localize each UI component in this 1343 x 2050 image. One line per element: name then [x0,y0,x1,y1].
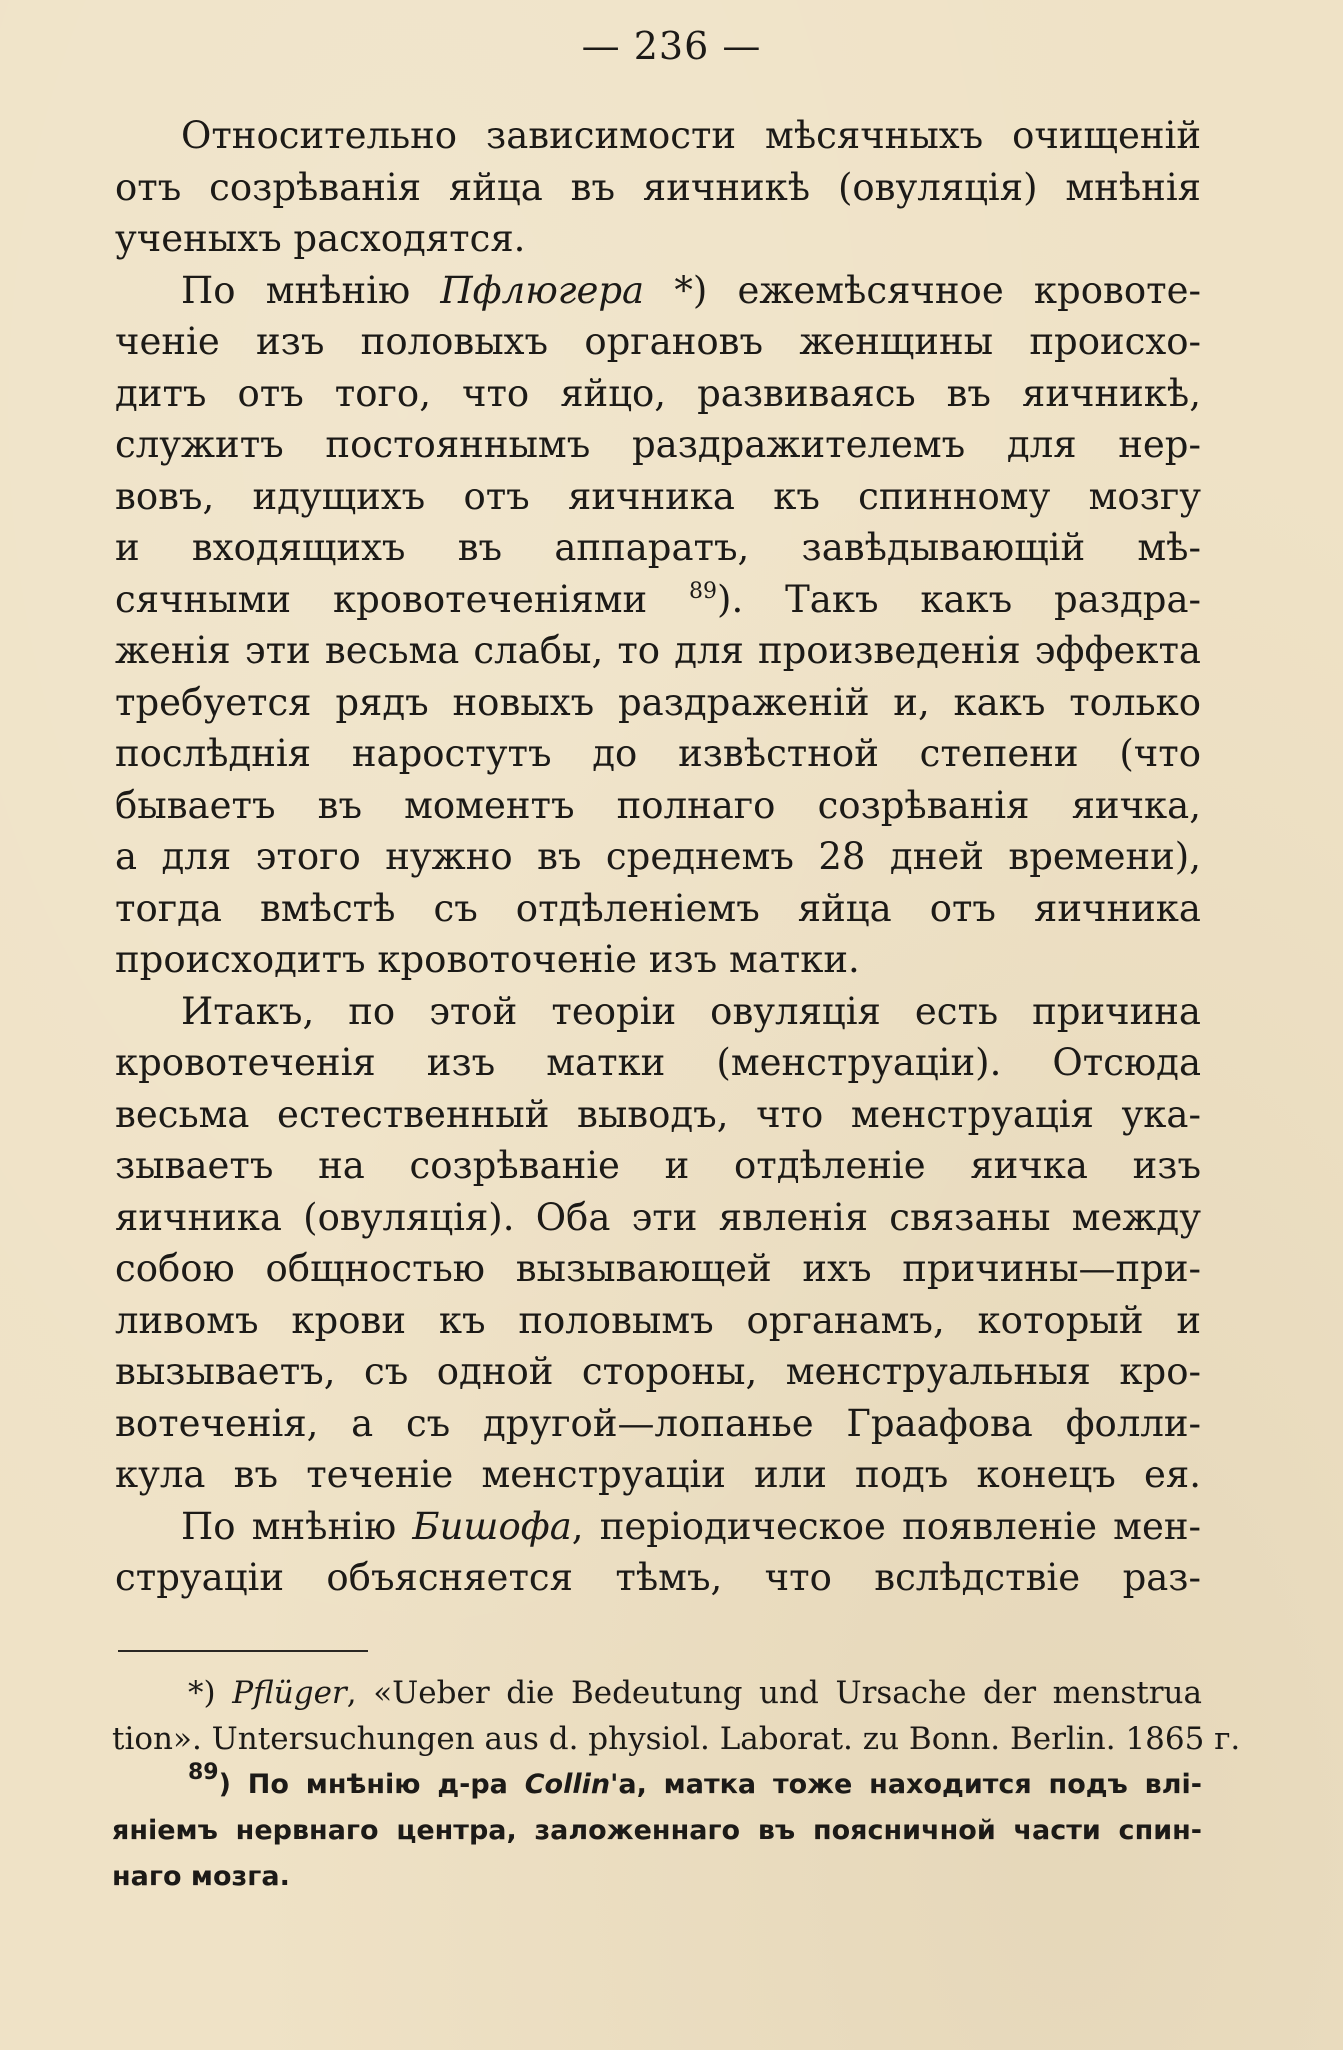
text-line [115,265,1201,317]
text-line: дитъ отъ того, что яйцо, развиваясь въ яичникѣ, [115,371,1201,415]
footnote-line [112,1762,1202,1808]
text-line [115,1501,1201,1553]
text-segment: *) ежемѣсячное кровоте- [674,268,1201,312]
text-line: вызываетъ, съ одной стороны, менструальныя кро- [115,1350,1201,1393]
text-line: служитъ постояннымъ раздражителемъ для нер- [115,423,1201,466]
text-line: весьма естественный выводъ, что менструація ука- [115,1092,1201,1136]
text-segment: По мнѣнію [181,1504,397,1548]
text-line: яичника (овуляція). Оба эти явленія связаны между [115,1195,1201,1239]
footnote-divider [118,1650,368,1652]
text-line: женія эти весьма слабы, то для произведенія эффекта [115,629,1201,672]
text-segment: , «Ueber die Bedeutung und Ursache der menstrua [346,1675,1202,1711]
footnotes [112,1670,1241,1900]
text-line: происходитъ кровоточеніе изъ матки. [115,938,860,981]
author-name: Collin [524,1769,611,1800]
text-line: струаціи объясняется тѣмъ, что вслѣдствіе раз- [115,1556,1201,1599]
text-line: бываетъ въ моментъ полнаго созрѣванія яичка, [115,783,1201,827]
footnote-line [112,1670,1202,1716]
footnote-line: tion». Untersuchungen aus d. physiol. Laborat. zu Bonn. Berlin. 1865 г. [112,1721,1241,1757]
text-line: кула въ теченіе менструаціи или подъ конецъ ея. [115,1453,1201,1496]
text-segment: сячными кровотеченіями [115,577,648,621]
text-line: кровотеченія изъ матки (менструаціи). Отсюда [115,1041,1201,1084]
footnote-ref: 89 [689,578,718,604]
text-segment: По мнѣнію [181,268,411,312]
text-line: и входящихъ въ аппаратъ, завѣдывающій мѣ- [115,526,1201,569]
text-line: ливомъ крови къ половымъ органамъ, который и [115,1298,1201,1342]
text-line: а для этого нужно въ среднемъ 28 дней времени), [115,835,1201,878]
text-segment: ). Такъ какъ раздра- [717,577,1202,621]
text-line: Относительно зависимости мѣсячныхъ очищеній [181,114,1201,157]
page-number: — 236 — [581,24,762,68]
text-line: тогда вмѣстѣ съ отдѣленіемъ яйца отъ яичника [115,886,1201,930]
author-name: Бишофа [412,1504,572,1548]
text-line: собою общностью вызывающей ихъ причины—при- [115,1247,1201,1290]
main-text [115,110,1201,1604]
text-segment: 'а, матка тоже находится подъ влі- [610,1769,1202,1800]
text-line: вовъ, идущихъ отъ яичника къ спинному мозгу [115,474,1201,518]
footnote-line: яніемъ нервнаго центра, заложеннаго въ поясничной части спин- [112,1815,1202,1846]
footnote-marker: *) [188,1675,216,1711]
text-line: вотеченія, а съ другой—лопанье Граафова фолли- [115,1401,1201,1445]
text-line: требуется рядъ новыхъ раздраженій и, какъ только [115,680,1201,724]
text-line: отъ созрѣванія яйца въ яичникѣ (овуляція) мнѣнія [115,165,1201,209]
text-line: послѣднія наростутъ до извѣстной степени (что [115,732,1201,775]
text-line: ченіе изъ половыхъ органовъ женщины происхо- [115,320,1201,363]
footnote-marker: 89 [188,1760,219,1785]
author-name: Пфлюгера [440,268,645,312]
footnote-line: наго мозга. [112,1861,290,1892]
text-line: зываетъ на созрѣваніе и отдѣленіе яичка изъ [115,1144,1201,1187]
text-line: Итакъ, по этой теоріи овуляція есть причина [181,989,1201,1033]
text-line [115,574,1201,626]
text-segment: ) По мнѣнію д-ра [218,1769,508,1800]
author-name: Pflüger [232,1675,347,1711]
text-line: ученыхъ расходятся. [115,217,526,260]
text-segment: , періодическое появленіе мен- [571,1504,1201,1548]
